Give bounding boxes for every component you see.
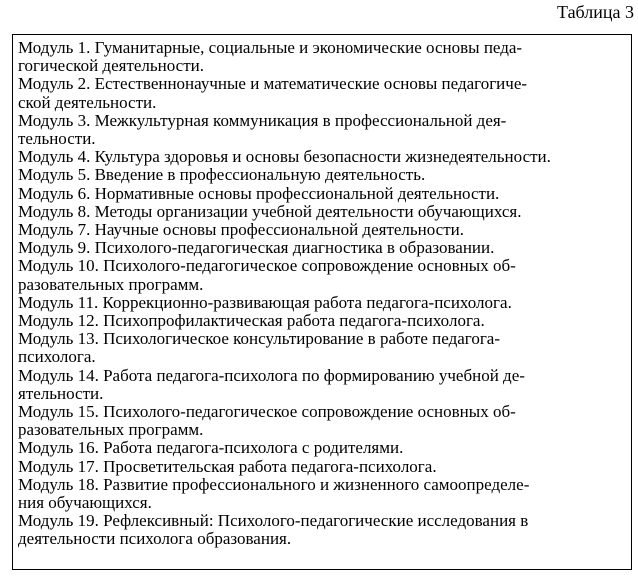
module-line: Модуль 15. Психолого-педагогическое сопровождение основных об- bbox=[18, 402, 516, 422]
module-line: Модуль 16. Работа педагога-психолога с родителями. bbox=[18, 438, 404, 458]
module-line: гогической деятельности. bbox=[18, 56, 204, 76]
module-list bbox=[18, 39, 628, 549]
module-line: Модуль 11. Коррекционно-развивающая работа педагога-психолога. bbox=[18, 292, 512, 312]
module-line: Модуль 3. Межкультурная коммуникация в профессиональной дея- bbox=[18, 110, 507, 130]
module-line: Модуль 1. Гуманитарные, социальные и экономические основы педа- bbox=[18, 38, 523, 57]
table-caption: Таблица 3 bbox=[557, 2, 634, 22]
module-line: Модуль 9. Психолого-педагогическая диагностика в образовании. bbox=[18, 238, 495, 258]
module-line: Модуль 14. Работа педагога-психолога по формированию учебной де- bbox=[18, 365, 525, 385]
module-line: Модуль 10. Психолого-педагогическое сопровождение основных об- bbox=[18, 256, 516, 276]
module-line: Модуль 5. Введение в профессиональную деятельность. bbox=[18, 165, 426, 185]
module-line: Модуль 2. Естественнонаучные и математические основы педагогиче- bbox=[18, 74, 528, 94]
module-line: Модуль 18. Развитие профессионального и жизненного самоопределе- bbox=[18, 474, 530, 494]
module-line: Модуль 7. Научные основы профессиональной деятельности. bbox=[18, 220, 464, 240]
module-line: разовательных программ. bbox=[18, 274, 204, 294]
module-line: Модуль 6. Нормативные основы профессиональной деятельности. bbox=[18, 183, 500, 203]
module-line: Модуль 17. Просветительская работа педагога-психолога. bbox=[18, 456, 437, 476]
modules-table bbox=[12, 34, 632, 570]
module-line: деятельности психолога образования. bbox=[18, 529, 292, 549]
module-line: Модуль 12. Психопрофилактическая работа педагога-психолога. bbox=[18, 311, 485, 331]
module-line: Модуль 13. Психологическое консультирование в работе педагога- bbox=[18, 329, 500, 349]
module-line: ния обучающихся. bbox=[18, 493, 152, 513]
module-line: разовательных программ. bbox=[18, 420, 204, 440]
module-line: Модуль 4. Культура здоровья и основы безопасности жизнедеятельности. bbox=[18, 147, 551, 167]
module-line: Модуль 19. Рефлексивный: Психолого-педагогические исследования в bbox=[18, 511, 529, 531]
module-line: ской деятельности. bbox=[18, 92, 157, 112]
module-line: Модуль 8. Методы организации учебной деятельности обучающихся. bbox=[18, 201, 522, 221]
module-line: ятельности. bbox=[18, 383, 104, 403]
module-line: психолога. bbox=[18, 347, 96, 367]
module-line: тельности. bbox=[18, 129, 96, 149]
